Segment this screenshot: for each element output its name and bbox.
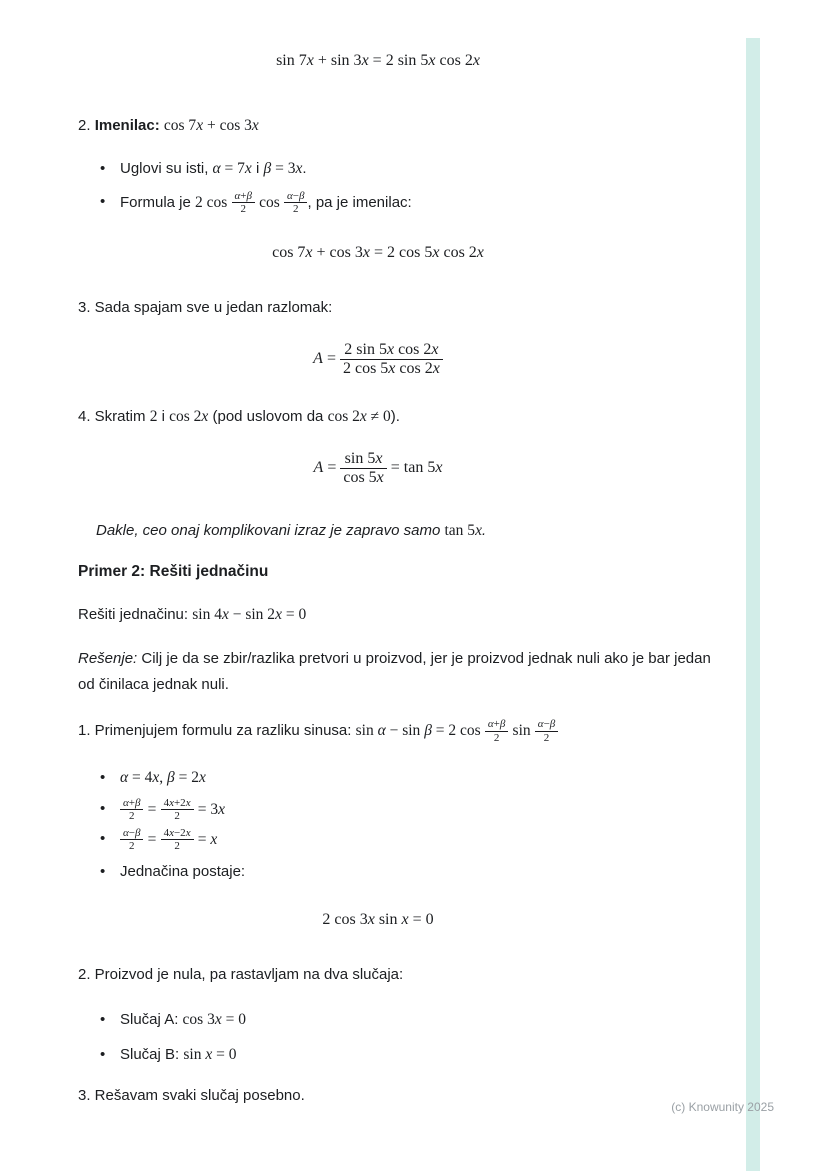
math-expression: tan 5x — [444, 522, 482, 540]
fraction — [232, 190, 255, 216]
math-expression: cos 2x ≠ 0 — [327, 408, 391, 426]
solution-lead: Rešenje: — [78, 650, 138, 668]
math-expression: 2 — [149, 408, 158, 426]
text-fragment: . — [302, 160, 307, 177]
math-expression: sin — [512, 722, 531, 740]
display-equation-3 — [78, 341, 678, 378]
math-expression: 2 cos — [195, 193, 228, 211]
bullet-text — [120, 766, 206, 789]
math-expression: 2 cos 3x sin x = 0 — [322, 911, 434, 929]
fraction-denominator: 2 — [292, 203, 299, 216]
text-fragment: Slučaj A: — [120, 1011, 179, 1029]
text-fragment: 1. Primenjujem formulu za razliku sinusa: — [78, 722, 352, 740]
watermark: (c) Knowunity 2025 — [671, 1100, 774, 1114]
text-fragment: Cilj je da se zbir/razlika pretvori u proizvod, jer je proizvod jednak nuli ako je bar jedan od činilaca jednak nuli. — [78, 650, 711, 694]
display-equation-5 — [78, 909, 678, 931]
text-fragment: , pa je imenilac: — [307, 193, 412, 211]
math-expression: sin 7x + sin 3x = 2 sin 5x cos 2x — [276, 52, 480, 69]
fraction-numerator: α−β — [535, 718, 558, 731]
math-expression: cos 3x = 0 — [182, 1011, 246, 1029]
solution-paragraph — [78, 646, 713, 698]
math-expression: = — [147, 800, 157, 818]
bullet-item-substitution — [78, 766, 740, 789]
fraction-numerator: α−β — [284, 190, 307, 203]
math-expression: sin x = 0 — [183, 1046, 237, 1064]
section-heading: Primer 2: Rešiti jednačinu — [78, 563, 269, 581]
text-fragment: i — [161, 408, 165, 426]
list-item-3: 3. Sada spajam sve u jedan razlomak: — [78, 298, 333, 316]
display-equation-2 — [78, 242, 678, 264]
item-number: 2. — [78, 117, 91, 134]
fraction — [340, 341, 443, 378]
text-fragment: i — [255, 160, 260, 177]
task-line — [78, 603, 740, 626]
bullet-item-equation-becomes — [78, 860, 740, 883]
fraction-denominator: cos 5x — [343, 469, 384, 487]
math-expression: = tan 5x — [390, 459, 443, 477]
bullet-text — [120, 157, 307, 180]
math-expression: = 3x — [197, 800, 226, 818]
fraction — [161, 827, 194, 853]
fraction-numerator: • α−β — [120, 827, 143, 840]
fraction — [120, 797, 143, 823]
fraction — [161, 797, 194, 823]
math-expression: cos 7x + cos 3x = 2 cos 5x cos 2x — [272, 243, 484, 261]
fraction-denominator: 2 — [240, 203, 246, 216]
bullet-item-case-a — [78, 1008, 740, 1031]
note-text — [96, 519, 740, 542]
text-fragment: 4. Skratim — [78, 408, 146, 426]
fraction-denominator: 2 — [128, 810, 135, 823]
math-expression: sin α − sin β = 2 cos — [355, 722, 481, 740]
text-fragment: ). — [390, 408, 400, 426]
right-accent-stripe — [746, 38, 760, 1171]
fraction — [535, 718, 558, 744]
text-fragment: Formula je — [120, 193, 191, 211]
bullet-item-case-b — [78, 1043, 740, 1066]
step-3: 3. Rešavam svaki slučaj posebno. — [78, 1087, 305, 1105]
text-fragment: Dakle, ceo onaj komplikovani izraz je zapravo samo — [96, 522, 441, 540]
fraction-denominator: 2 — [174, 839, 180, 852]
text-fragment: . — [481, 522, 487, 540]
fraction — [120, 827, 143, 853]
fraction-numerator: 4x+2x — [161, 797, 194, 810]
fraction-denominator: 2 — [128, 839, 135, 852]
math-expression: cos 7x + cos 3x — [163, 117, 259, 134]
text-fragment: Slučaj B: — [120, 1046, 180, 1064]
math-expression: sin 4x − sin 2x = 0 — [192, 606, 307, 624]
fraction-numerator: α+β — [485, 718, 508, 731]
math-expression: = — [147, 830, 157, 848]
bullet-text — [120, 1043, 236, 1066]
display-equation-4 — [78, 450, 678, 487]
fraction-denominator: 2 — [174, 810, 180, 823]
step-1 — [78, 718, 740, 744]
fraction-numerator: • α+β — [120, 797, 143, 810]
math-expression: cos — [259, 193, 280, 211]
bullet-item-fraction-diff — [78, 827, 740, 853]
fraction-numerator: 4x−2x — [161, 827, 194, 840]
fraction — [284, 190, 307, 216]
bullet-item-angles — [78, 157, 740, 180]
bullet-text: • Jednačina postaje: — [120, 863, 246, 881]
display-equation-1 — [78, 50, 678, 72]
fraction-numerator: α+β — [232, 190, 255, 203]
math-expression: = x — [197, 830, 218, 848]
math-expression: α = 4x, β = 2x — [120, 768, 206, 786]
bullet-text — [120, 1008, 246, 1031]
text-fragment: Rešiti jednačinu: — [78, 606, 189, 624]
math-expression: A = — [313, 459, 337, 477]
text-fragment: Uglovi su isti, — [120, 160, 209, 177]
fraction-denominator: 2 — [543, 731, 550, 744]
fraction-numerator: sin 5x — [340, 450, 386, 469]
list-item-2-imenilac — [78, 114, 740, 137]
bullet-item-fraction-sum — [78, 797, 740, 823]
fraction-denominator: 2 cos 5x cos 2x — [342, 359, 440, 377]
bullet-item-formula — [78, 190, 740, 216]
math-expression: β = 3x — [263, 160, 303, 177]
item-label: Imenilac: — [94, 117, 160, 134]
bullet-text — [120, 797, 225, 823]
step-2: 2. Proizvod je nula, pa rastavljam na dva slučaja: — [78, 966, 404, 984]
math-expression: A = — [313, 349, 336, 367]
bullet-text — [120, 190, 412, 216]
fraction — [340, 450, 386, 487]
math-expression: α = 7x — [212, 160, 252, 177]
math-expression: cos 2x — [169, 408, 209, 426]
fraction-numerator: 2 sin 5x cos 2x — [340, 341, 443, 360]
fraction-denominator: 2 — [493, 731, 500, 744]
text-fragment: (pod uslovom da — [212, 408, 324, 426]
bullet-text — [120, 827, 217, 853]
fraction — [485, 718, 508, 744]
list-item-4 — [78, 405, 740, 428]
